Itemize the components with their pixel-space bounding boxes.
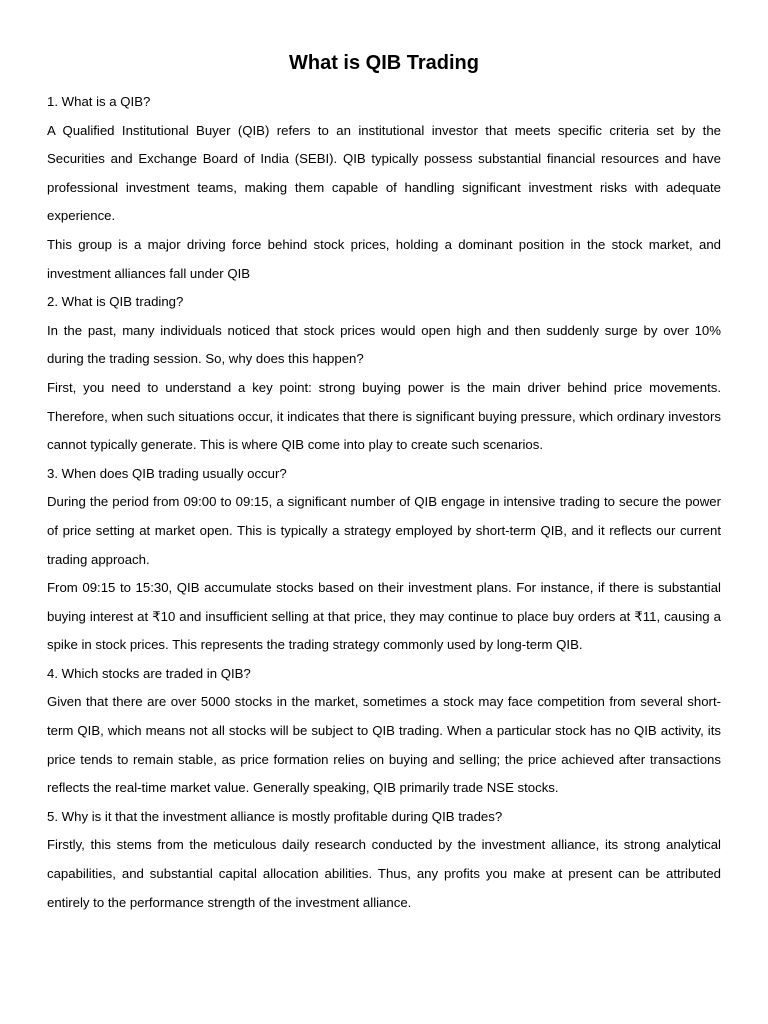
section-heading-1: 1. What is a QIB?: [47, 94, 151, 109]
paragraph-qib-definition: A Qualified Institutional Buyer (QIB) refers to an institutional investor that meets specific criteria set by the Securities and Exchange Board of India (SEBI). QIB typically possess substantial financial resources and have professional investment teams, making them capable of handling significant investment risks with adequate experience.: [47, 122, 721, 224]
section-heading-5: 5. Why is it that the investment alliance is mostly profitable during QIB trades?: [47, 808, 503, 824]
section-heading-2: 2. What is QIB trading?: [47, 294, 184, 310]
paragraph-alliance-profit: Firstly, this stems from the meticulous daily research conducted by the investment alliance, its strong analytical capabilities, and substantial capital allocation abilities. Thus, any profits you make at present can be attributed entirely to the performance strength of the investment alliance.: [47, 837, 721, 910]
paragraph-driving-force: This group is a major driving force behind stock prices, holding a dominant position in the stock market, and investment alliances fall under QIB: [47, 236, 721, 281]
paragraph-stocks-traded: Given that there are over 5000 stocks in the market, sometimes a stock may face competition from several short-term QIB, which means not all stocks will be subject to QIB trading. When a particular stock has no QIB activity, its price tends to remain stable, as price formation relies on buying and selling; the price achieved after transactions reflects the real-time market value. Generally speaking, QIB primarily trade NSE stocks.: [47, 694, 721, 796]
section-heading-3: 3. When does QIB trading usually occur?: [47, 465, 287, 481]
section-heading-4: 4. Which stocks are traded in QIB?: [47, 665, 251, 681]
document-title: What is QIB Trading: [288, 52, 479, 74]
paragraph-price-surge: In the past, many individuals noticed that stock prices would open high and then suddenly surge by over 10% during the trading session. So, why does this happen?: [47, 322, 721, 367]
paragraph-buying-power: First, you need to understand a key point: strong buying power is the main driver behind price movements. Therefore, when such situations occur, it indicates that there is significant buying pressure, which ordinary investors cannot typically generate. This is where QIB come into play to create such scenarios.: [47, 379, 721, 453]
paragraph-day-period: From 09:15 to 15:30, QIB accumulate stocks based on their investment plans. For instance, if there is substantial buying interest at ₹10 and insufficient selling at that price, they may continue to place buy orders at ₹11, causing a spike in stock prices. This represents the trading strategy commonly used by long-term QIB.: [47, 580, 721, 653]
paragraph-morning-period: During the period from 09:00 to 09:15, a significant number of QIB engage in intensive trading to secure the power of price setting at market open. This is typically a strategy employed by short-term QIB, and it reflects our current trading approach.: [47, 494, 721, 567]
